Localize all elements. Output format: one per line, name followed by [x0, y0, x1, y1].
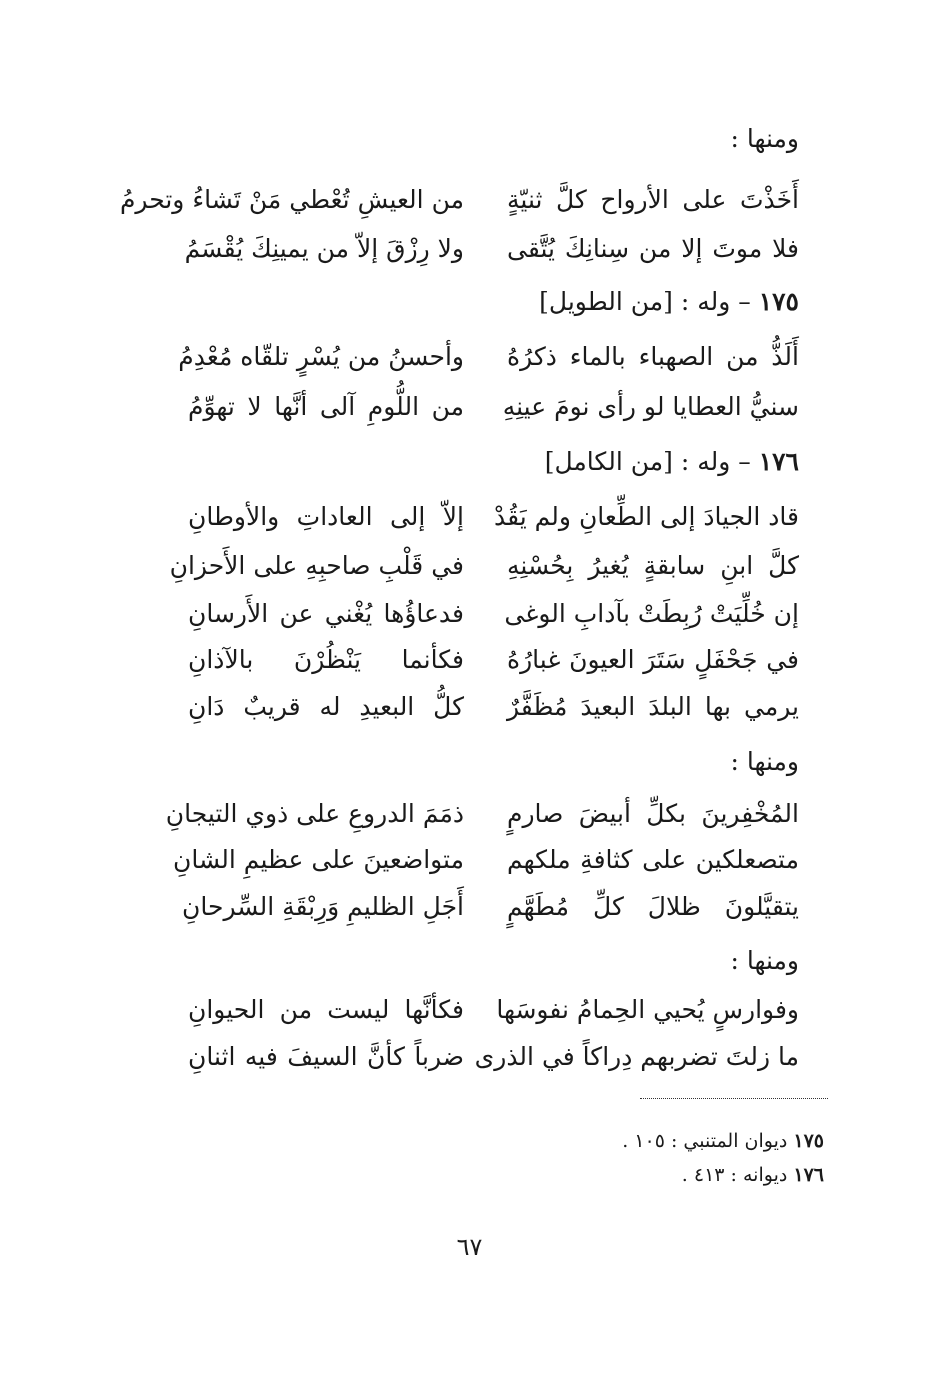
verse-first-hemistich: قاد الجيادَ إلى الطِّعانِ ولم يَقُدْ — [494, 502, 799, 531]
footnote — [682, 1162, 824, 1188]
verse-first-hemistich: يرمي بها البلدَ البعيدَ مُظَفَّرٌ — [507, 692, 799, 721]
verse-second-hemistich: وأحسنُ من يُسْرٍ تلقّاه مُعْدِمُ — [178, 342, 464, 371]
poem-entry-heading — [545, 445, 799, 479]
verse-second-hemistich: إلاّ إلى العاداتِ والأوطانِ — [188, 502, 464, 531]
footnote-text: ديوانه : ٤١٣ . — [681, 1164, 788, 1186]
verse-first-hemistich: سنيُّ العطايا لو رأى نومَ عينِهِ — [502, 392, 799, 421]
verse-first-hemistich: كلَّ ابنِ سابقةٍ يُغيرُ بِحُسْنِهِ — [507, 551, 799, 580]
verse-second-hemistich: فدعاؤُها يُغْني عن الأَرسانِ — [188, 599, 464, 628]
verse-second-hemistich: كلُّ البعيدِ له قريبٌ دَانِ — [188, 692, 464, 721]
footnote-number: ١٧٦ — [793, 1164, 824, 1186]
verse-first-hemistich: يتقيَّلونَ ظلالَ كلِّ مُطَهَّمٍ — [507, 892, 799, 921]
verse-second-hemistich: ذمَمَ الدروعِ على ذوي التيجانِ — [165, 799, 464, 828]
poem-intro: – وله : [من الطويل] — [539, 287, 751, 316]
verse-second-hemistich: ضرباً كأنَّ السيفَ فيه اثنانِ — [188, 1042, 464, 1071]
footnote-number: ١٧٥ — [793, 1130, 824, 1152]
section-heading: ومنها : — [730, 124, 799, 153]
verse-second-hemistich: من اللُّومِ آلى أنَّها لا تهوِّمُ — [188, 392, 464, 421]
verse-first-hemistich: وفوارسٍ يُحيي الحِمامُ نفوسَها — [496, 995, 799, 1024]
verse-first-hemistich: متصعلكين على كثافةِ ملكهم — [507, 845, 799, 874]
verse-second-hemistich: متواضعينَ على عظيمِ الشانِ — [173, 845, 464, 874]
poem-intro: – وله : [من الكامل] — [544, 447, 751, 476]
verse-second-hemistich: فكأنَّها ليست من الحيوانِ — [188, 995, 464, 1024]
verse-second-hemistich: فكأنما يَنْظُرْنَ بالآذانِ — [188, 645, 464, 674]
verse-first-hemistich: إن خُلِّيَتْ رُبِطَتْ بآدابِ الوغى — [504, 599, 799, 628]
verse-second-hemistich: في قَلْبِ صاحبِهِ على الأَحزانِ — [169, 551, 464, 580]
poem-number: ١٧٥ — [758, 287, 799, 316]
footnote — [622, 1128, 824, 1154]
poem-entry-heading — [539, 285, 799, 319]
verse-first-hemistich: فلا موتَ إلا من سِنانِكَ يُتَّقى — [507, 234, 799, 263]
verse-first-hemistich: ما زلتَ تضربهم دِراكاً في الذرى — [474, 1042, 799, 1071]
section-heading: ومنها : — [730, 747, 799, 776]
section-heading: ومنها : — [730, 946, 799, 975]
footnote-text: ديوان المتنبي : ١٠٥ . — [622, 1130, 788, 1152]
poem-number: ١٧٦ — [758, 447, 799, 476]
page-number: ٦٧ — [456, 1233, 483, 1261]
verse-first-hemistich: أَلَذُّ من الصهباء بالماء ذكرُهُ — [507, 342, 799, 371]
verse-second-hemistich: ولا رِزْقَ إلاّ من يمينِكَ يُقْسَمُ — [184, 234, 464, 263]
footnote-separator — [640, 1098, 828, 1099]
verse-first-hemistich: في جَحْفَلٍ سَتَرَ العيونَ غبارُهُ — [507, 645, 799, 674]
verse-second-hemistich: من العيشِ تُعْطي مَنْ تَشاءُ وتحرمُ — [119, 185, 464, 214]
verse-second-hemistich: أَجَلِ الظليمِ وَرِبْقَةِ السِّرحانِ — [182, 892, 464, 921]
verse-first-hemistich: المُخْفِرينَ بكلِّ أبيضَ صارمٍ — [507, 799, 799, 828]
verse-first-hemistich: أَخَذْتَ على الأرواح كلَّ ثنيّةٍ — [507, 185, 799, 214]
